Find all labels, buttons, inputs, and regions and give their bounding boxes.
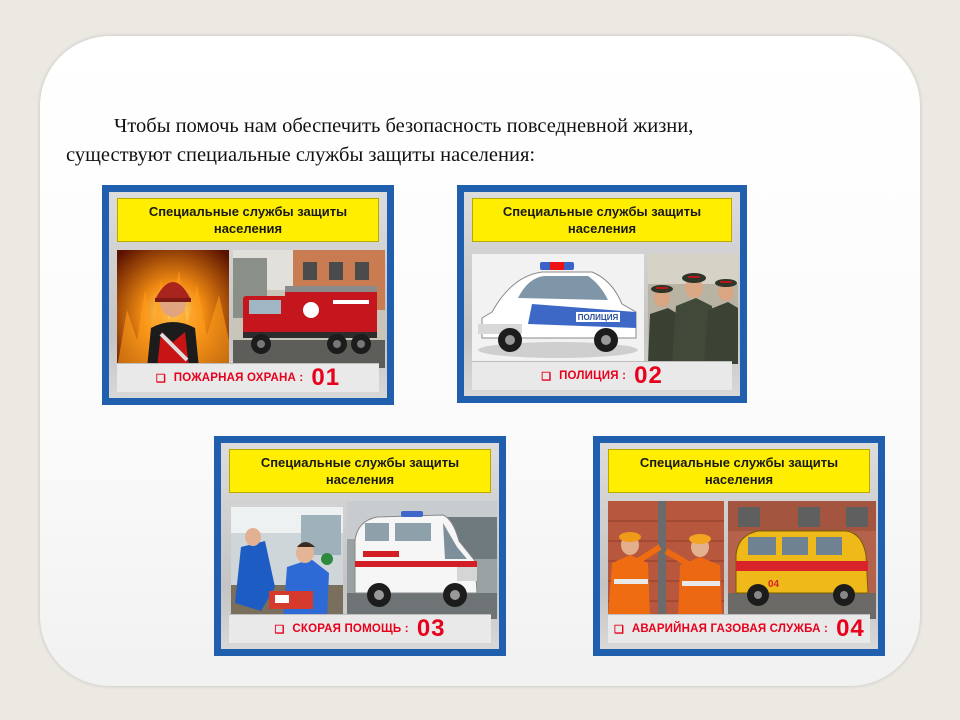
service-card-gas	[593, 436, 885, 656]
checkbox-bullet-icon: ❑	[274, 623, 285, 636]
card-header-line1: Специальные службы защиты	[148, 204, 348, 219]
fire-truck-photo	[233, 250, 385, 368]
paramedics-photo	[231, 507, 343, 619]
ambulance-van-photo	[347, 501, 497, 619]
card-footer	[229, 614, 491, 643]
checkbox-bullet-icon: ❑	[541, 370, 552, 383]
intro-line-1: Чтобы помочь нам обеспечить безопасность повседневной жизни,	[114, 115, 694, 137]
intro-line-2: существуют специальные службы защиты населения:	[66, 144, 536, 166]
card-header-line2: населения	[704, 472, 774, 487]
service-label: ПОЛИЦИЯ :	[559, 370, 627, 382]
service-number: 02	[634, 362, 663, 389]
card-footer	[472, 361, 732, 390]
service-number: 04	[836, 615, 865, 642]
card-header-line2: населения	[325, 472, 395, 487]
police-door-text: ПОЛИЦИЯ	[577, 313, 619, 322]
intro-text	[66, 112, 846, 170]
card-header-line2: населения	[567, 221, 637, 236]
gas-service-van-photo	[728, 501, 876, 619]
service-card-fire	[102, 185, 394, 405]
firefighter-photo	[117, 250, 229, 368]
card-header-line1: Специальные службы защиты	[502, 204, 702, 219]
card-header	[229, 449, 491, 493]
service-label: АВАРИЙНАЯ ГАЗОВАЯ СЛУЖБА :	[631, 623, 829, 635]
card-header-line1: Специальные службы защиты	[260, 455, 460, 470]
service-number: 03	[416, 615, 446, 642]
gas-van-number: 04	[768, 579, 780, 590]
card-footer	[117, 363, 379, 392]
card-header-line1: Специальные службы защиты	[639, 455, 839, 470]
police-car-photo	[472, 254, 644, 364]
card-header	[472, 198, 732, 242]
card-header-line2: населения	[213, 221, 283, 236]
police-officers-photo	[648, 254, 738, 364]
checkbox-bullet-icon: ❑	[155, 372, 166, 385]
checkbox-bullet-icon: ❑	[614, 623, 624, 636]
card-footer	[608, 614, 870, 643]
service-card-ambulance	[214, 436, 506, 656]
service-label: ПОЖАРНАЯ ОХРАНА :	[173, 372, 304, 384]
service-card-police	[457, 185, 747, 403]
service-label: СКОРАЯ ПОМОЩЬ :	[292, 623, 409, 635]
service-number: 01	[311, 364, 341, 391]
gas-workers-photo	[608, 501, 724, 619]
card-header	[117, 198, 379, 242]
card-header	[608, 449, 870, 493]
